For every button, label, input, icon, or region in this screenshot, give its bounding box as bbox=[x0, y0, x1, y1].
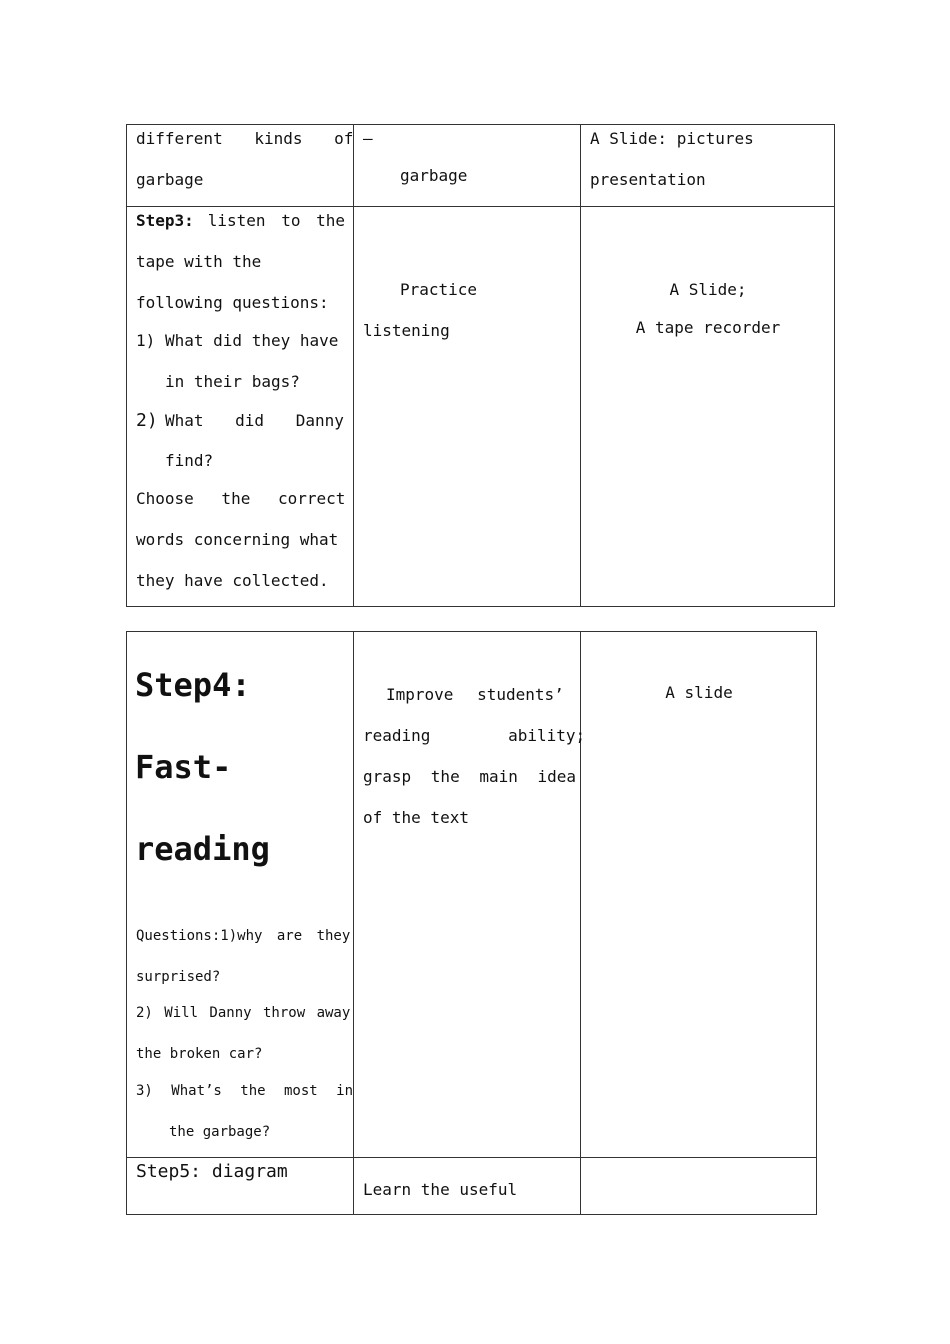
cell-text: A Slide: pictures bbox=[590, 129, 754, 148]
table-cell bbox=[127, 207, 354, 607]
cell-text: Learn the useful bbox=[363, 1180, 518, 1199]
table-cell bbox=[581, 1158, 817, 1215]
question-number: 1) bbox=[136, 331, 156, 350]
cell-text: listen to the bbox=[207, 211, 345, 230]
cell-text: they have collected. bbox=[136, 571, 329, 590]
cell-text: following questions: bbox=[136, 293, 329, 312]
table-cell bbox=[581, 632, 817, 1158]
dash-mark: — bbox=[363, 129, 373, 148]
question-number: 2) bbox=[136, 410, 158, 431]
lesson-table-1 bbox=[126, 124, 835, 607]
cell-text: the broken car? bbox=[136, 1046, 263, 1062]
cell-text: What did Danny bbox=[165, 411, 344, 430]
table-cell bbox=[354, 125, 581, 207]
cell-text: Improve students’ bbox=[386, 685, 564, 704]
cell-text: listening bbox=[363, 321, 450, 340]
table-cell bbox=[354, 1158, 581, 1215]
table-cell bbox=[127, 1158, 354, 1215]
cell-text: of the text bbox=[363, 808, 469, 827]
cell-text: 3) What’s the most in bbox=[136, 1083, 354, 1099]
cell-text: presentation bbox=[590, 170, 706, 189]
cell-text: in their bags? bbox=[165, 372, 300, 391]
cell-text: surprised? bbox=[136, 969, 221, 985]
table-row bbox=[127, 207, 835, 607]
step-title: Fast- bbox=[135, 748, 232, 786]
table-cell bbox=[581, 207, 835, 607]
table-row bbox=[127, 632, 817, 1158]
table-cell bbox=[354, 207, 581, 607]
cell-text: different kinds of bbox=[136, 129, 354, 148]
cell-text: A slide bbox=[665, 683, 733, 702]
cell-text: Questions:1)why are they bbox=[136, 928, 351, 944]
cell-text: garbage bbox=[136, 170, 204, 189]
cell-text: find? bbox=[165, 451, 214, 470]
table-cell bbox=[127, 125, 354, 207]
step-title: Step4: bbox=[135, 666, 251, 704]
table-cell bbox=[127, 632, 354, 1158]
lesson-table-2 bbox=[126, 631, 817, 1215]
table-cell bbox=[354, 632, 586, 1158]
step-title: Step5: diagram bbox=[136, 1161, 288, 1182]
cell-text: What did they have bbox=[165, 331, 339, 350]
cell-text: Practice bbox=[400, 280, 478, 299]
step-label: Step3: bbox=[136, 211, 194, 230]
cell-text: Choose the correct bbox=[136, 489, 346, 508]
table-row bbox=[127, 1158, 817, 1215]
cell-text: reading ability; bbox=[363, 726, 586, 745]
cell-text: tape with the bbox=[136, 252, 262, 271]
step-title: reading bbox=[135, 830, 270, 868]
cell-text: the garbage? bbox=[169, 1124, 271, 1140]
cell-text: 2) Will Danny throw away bbox=[136, 1005, 351, 1021]
cell-text: garbage bbox=[400, 166, 468, 185]
cell-text: A tape recorder bbox=[635, 318, 781, 337]
table-cell bbox=[581, 125, 835, 207]
cell-text: A Slide; bbox=[669, 280, 747, 299]
table-row bbox=[127, 125, 835, 207]
cell-text: grasp the main idea bbox=[363, 767, 577, 786]
cell-text: words concerning what bbox=[136, 530, 339, 549]
